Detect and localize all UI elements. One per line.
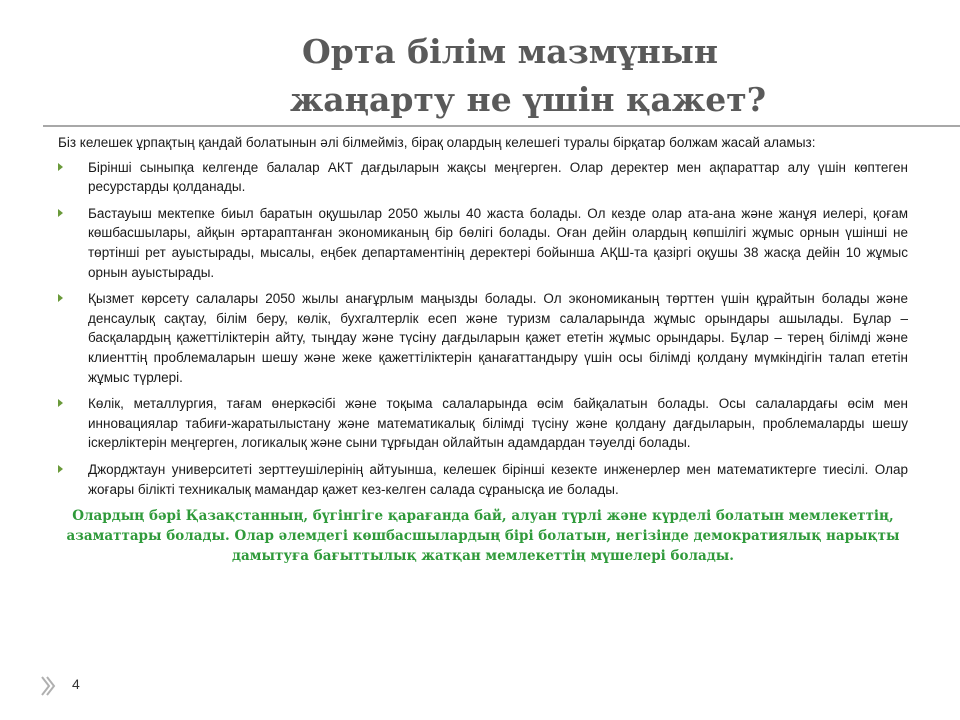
triangle-bullet-icon [58, 294, 63, 302]
bullet-list [58, 158, 908, 500]
list-item-text: Бастауыш мектепке биыл баратын оқушылар 2050 жылы 40 жаста болады. Ол кезде олар ата-ана және жанұя иелері, қоғам көшбасшылары, айқын әртараптанған экономиканың бір бөлігі болады. Оған дейін олардың көпшілігі жұмыс орнын үшінші не төртінші рет ауыстырады, мысалы, еңбек департаментінің деректері бойынша АҚШ-та қазіргі оқушы 38 жасқа дейін 10 жұмыс орнын ауыстырады. [88, 205, 908, 280]
triangle-bullet-icon [58, 399, 63, 407]
list-item-text: Джорджтаун университеті зерттеушілерінің айтуынша, келешек бірінші кезекте инженерлер мен математиктерге тиесілі. Олар жоғары білікті техникалық мамандар қажет кез-келген салада сұранысқа ие болады. [88, 461, 908, 497]
list-item [58, 289, 908, 387]
list-item-text: Көлік, металлургия, тағам өнеркәсібі және тоқыма салаларында өсім байқалатын болады. Осы салалардағы өсім мен инновациялар табиғи-жаратылыстану және математикалық білімді түсіну және қолдану дағдыларын, проблемаларды шешу іскерліктерін меңгерген, логикалық және сыни тұрғыдан ойлайтын адамдардан тәуелді болады. [88, 396, 908, 451]
list-item [58, 204, 908, 282]
list-item [58, 394, 908, 453]
slide-title-line-2: жаңарту не үшін қажет? [289, 80, 767, 119]
list-item [58, 460, 908, 499]
slide-body [58, 133, 908, 566]
footer-chevron-icon [40, 675, 56, 697]
slide-title-line-1: Орта білім мазмұнын [302, 32, 718, 71]
triangle-bullet-icon [58, 465, 63, 473]
list-item-text: Бірінші сыныпқа келгенде балалар АКТ дағдыларын жақсы меңгерген. Олар деректер мен ақпараттар алу үшін көптеген ресурстарды қолданады. [88, 159, 908, 195]
list-item-text: Қызмет көрсету салалары 2050 жылы анағұрлым маңызды болады. Ол экономиканың төрттен үшін құрайтын болады және денсаулық сақтау, білім беру, көлік, бухгалтерлік есеп және туризм салаларында жұмыс орындары ашылады. Бұлар – басқалардың қажеттіліктерін айту, тыңдау және түсіну дағдыларын қажет ететін жұмыс орындары. Бұлар – терең білімді және клиенттің проблемаларын шешу және жеке қажеттіліктерін қанағаттандыру үшін осы білімді қолдану мүмкіндігін талап ететін жұмыс түрлері. [88, 291, 908, 385]
triangle-bullet-icon [58, 209, 63, 217]
intro-paragraph: Біз келешек ұрпақтың қандай болатынын әлі білмейміз, бірақ олардың келешегі туралы бірқатар болжам жасай аламыз: [58, 135, 816, 150]
triangle-bullet-icon [58, 163, 63, 171]
list-item [58, 158, 908, 197]
page-number: 4 [72, 676, 80, 692]
slide-title [240, 28, 780, 124]
title-divider [43, 125, 960, 127]
conclusion-paragraph: Олардың бәрі Қазақстанның, бүгінгіге қарағанда бай, алуан түрлі және күрделі болатын мемлекеттің, азаматтары болады. Олар әлемдегі көшбасшылардың бірі болатын, негізінде демократиялық нарықты дамытуға бағыттылық жатқан мемлекеттің мүшелері болады. [66, 508, 900, 565]
